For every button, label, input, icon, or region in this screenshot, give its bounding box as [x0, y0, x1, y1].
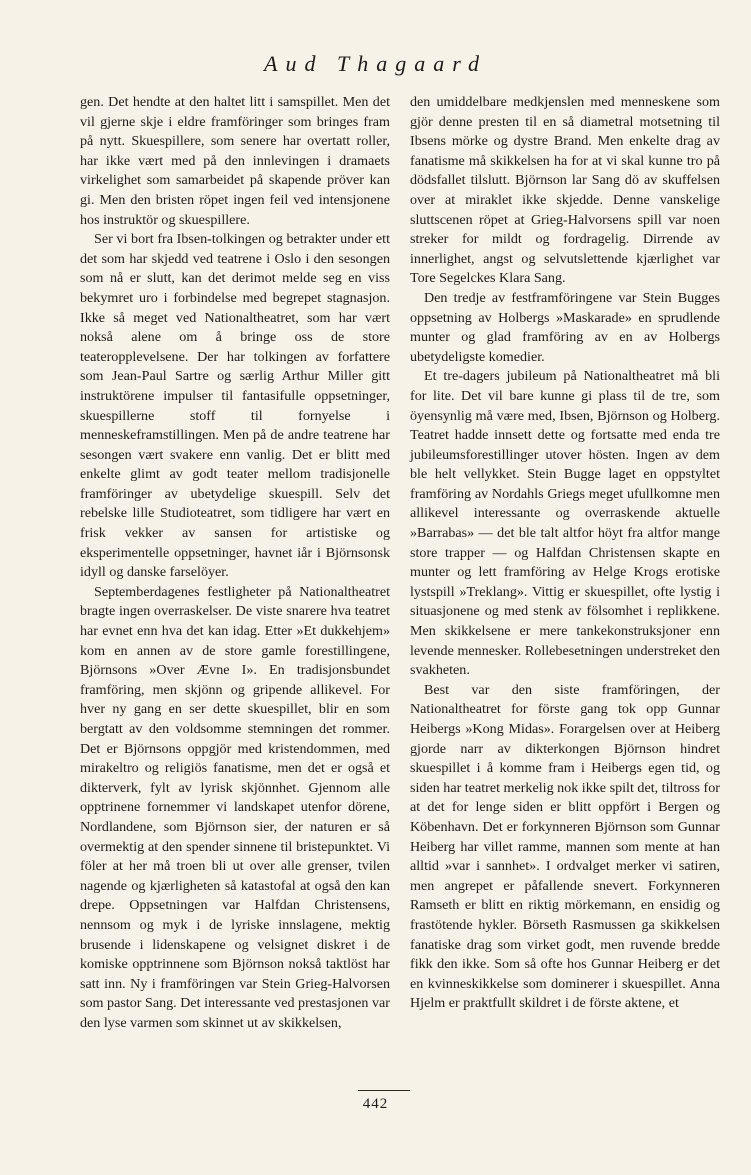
- right-column: [410, 93, 720, 1014]
- paragraph: Et tre-dagers jubileum på Nationaltheatret må bli for lite. Det vil bare kunne gi plass til de tre, som öyensynlig må være med, Ibsen, Björnson og Holberg. Teatret hadde innsett dette og fortsatte med enda tre jubileumsforestillinger utover hösten. Ingen av dem ble helt vellykket. Stein Bugge laget en oppstyltet framföring av Nordahls Griegs meget ufullkomne men allikevel interessante og overraskende aktuelle »Barrabas» — det ble talt altfor höyt fra altfor mange store trapper — og Halfdan Christensen skapte en munter og lett framföring av Helge Krogs erotiske lystspill »Treklang». Vittig er skuespillet, ofte lystig i situasjonene og med stenk av fölsomhet i replikkene. Men skikkelsene er mere tankekonstruksjoner enn levende mennesker. Rollebesetningen understreket den svakheten.: [410, 368, 720, 679]
- paragraph: den umiddelbare medkjenslen med menneskene som gjör denne presten til en så diametral motsetning til Ibsens mörke og dystre Brand. Men enkelte drag av fanatisme må skikkelsen ha for at vi skal kunne tro på dödsfallet tilslutt. Björnson lar Sang dö av skuffelsen over at miraklet ikke skjedde. Denne vanskelige sluttscenen röpet at Grieg-Halvorsens spill var noen streker for mildt og fordragelig. Dirrende av innerlighet, angst og selvutslettende kjærlighet var Tore Segelckes Klara Sang.: [410, 94, 720, 287]
- running-header-author: Aud Thagaard: [264, 51, 487, 76]
- paragraph: Septemberdagenes festligheter på Nationaltheatret bragte ingen overraskelser. De viste snarere hva teatret har evnet enn hva det kan idag. Etter »Et dukkehjem» kom en annen av de store gamle forestillingene, Björnsons »Over Ævne I». En tradisjonsbundet framföring, men skjönn og gripende allikevel. For hver ny gang en ser dette skuespillet, blir en som bergtatt av den voldsomme stemningen det rommer. Det er Björnsons oppgjör med kristendommen, med mirakeltro og religiös fanatisme, men det er også et dikterverk, fylt av lyrisk skjönnhet. Gjennom alle opptrinene fornemmer vi landskapet utenfor dörene, Nordlandene, som Björnson sier, der naturen er så overmektig at den spender sinnene til bristepunktet. Vi föler at her må troen bli ut over alle grenser, tvilen nagende og kjærligheten så katastofal at også den kan drepe. Oppsetningen var Halfdan Christensens, nennsom og myk i de lyriske innslagene, mektig brusende i lidenskapene og velsignet diskret i de komiske opptrinnene som Björnson nokså taktlöst har satt inn. Ny i framföringen var Stein Grieg-Halvorsen som pastor Sang. Det interessante ved prestasjonen var den lyse varmen som skinnet ut av skikkelsen,: [80, 583, 390, 1031]
- page-number: 442: [362, 1096, 389, 1112]
- left-column: [80, 93, 390, 1034]
- paragraph: gen. Det hendte at den haltet litt i samspillet. Men det vil gjerne skje i eldre framföringer som bringes fram på nytt. Skuespillere, som senere har overtatt roller, har ikke vært med på den innlevingen i dramaets virkelighet som samarbeidet på skapende pröver kan gi. Men den bristen röpet ingen feil ved intensjonene hos instruktör og skuespillere.: [80, 94, 390, 228]
- paragraph: Ser vi bort fra Ibsen-tolkingen og betrakter under ett det som har skjedd ved teatrene i Oslo i den sesongen som nå er slutt, kan det derimot melde seg en viss bekymret uro i forbindelse med begrepet stagnasjon. Ikke så meget ved Nationaltheatret, som har vært nokså alene om å bringe oss de store teateropplevelsene. Der har tolkingen av forfattere som Jean-Paul Sartre og særlig Arthur Miller gitt instruktörene impulser til fantasifulle oppsetninger, skuespillerne stoff til fornyelse i menneskeframstillingen. Men på de andre teatrene har sesongen vært svakere enn vanlig. Det er blitt med enkelte glimt av godt teater mellom tradisjonelle framföringer av ubetydelige skuespill. Selv det rebelske lille Studioteatret, som tidligere har vært en frisk vekker av sansen for artistiske og eksperimentelle oppsetninger, havnet iår i Björnsonsk idyll og danske farselöyer.: [80, 231, 390, 581]
- paragraph: Best var den siste framföringen, der Nationaltheatret for förste gang tok opp Gunnar Heibergs »Kong Midas». Forargelsen over at Heiberg gjorde narr av dikterkongen Björnson hindret skuespillet i å komme fram i Heibergs egen tid, og siden har teatret merkelig nok ikke spilt det, tiltross for at det for lenge siden er blitt oppfört i Bergen og Köbenhavn. Det er forkynneren Björnson som Gunnar Heiberg har villet ramme, mannen som mente at han alltid »var i sannhet». I ordvalget merker vi satiren, men angrepet er påfallende snevert. Forkynneren Ramseth er blitt en riktig mörkemann, en ensidig og frastötende hykler. Börseth Rasmussen ga skikkelsen fanatiske drag som virket godt, men ruvende bredde fikk den ikke. Som så ofte hos Gunnar Heiberg er det en kvinneskikkelse som dominerer i skuespillet. Anna Hjelm er praktfullt skildret i de förste aktene, et: [410, 681, 720, 1012]
- footer-rule: [358, 1090, 410, 1091]
- paragraph: Den tredje av festframföringene var Stein Bugges oppsetning av Holbergs »Maskarade» en sprudlende munter og glad framföring av en av Holbergs ubetydeligste komedier.: [410, 289, 720, 365]
